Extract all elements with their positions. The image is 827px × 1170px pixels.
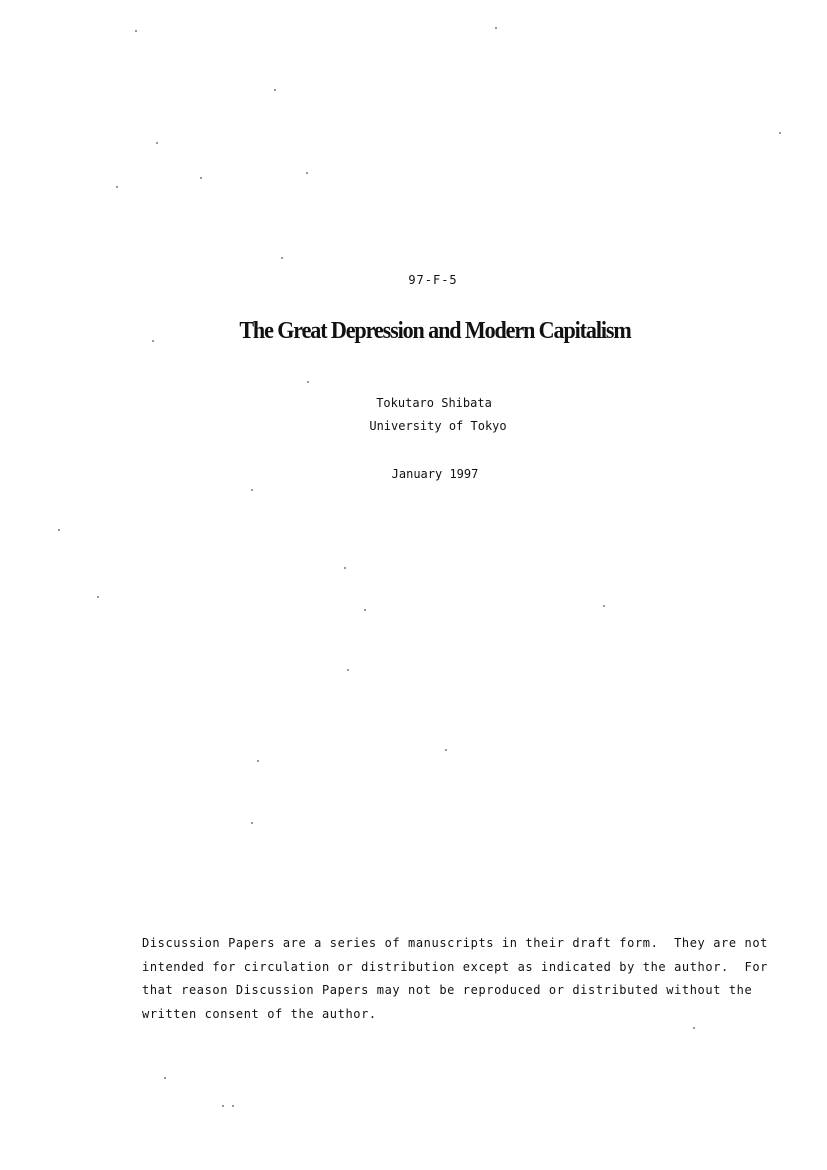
scan-speck bbox=[116, 186, 118, 188]
scan-speck bbox=[445, 749, 447, 751]
scan-speck bbox=[135, 30, 137, 32]
scan-speck bbox=[779, 132, 781, 134]
disclaimer-line: written consent of the author. bbox=[142, 1006, 377, 1021]
scan-speck bbox=[58, 529, 60, 531]
scan-speck bbox=[97, 596, 99, 598]
publication-date: January 1997 bbox=[391, 467, 479, 481]
scan-speck bbox=[344, 567, 346, 569]
scan-speck bbox=[156, 142, 158, 144]
scan-speck bbox=[347, 669, 349, 671]
scan-speck bbox=[307, 381, 309, 383]
author-name: Tokutaro Shibata bbox=[376, 396, 492, 410]
page-title: The Great Depression and Modern Capitalism bbox=[239, 318, 631, 344]
scan-speck bbox=[251, 822, 253, 824]
scan-speck bbox=[495, 27, 497, 29]
scan-speck bbox=[274, 89, 276, 91]
scan-speck bbox=[232, 1105, 234, 1107]
scan-speck bbox=[603, 605, 605, 607]
scan-speck bbox=[200, 177, 202, 179]
disclaimer-line: that reason Discussion Papers may not be reproduced or distributed without the bbox=[142, 983, 753, 997]
scan-speck bbox=[251, 489, 253, 491]
scan-speck bbox=[281, 257, 283, 259]
scan-speck bbox=[222, 1105, 224, 1107]
disclaimer-notice bbox=[142, 932, 768, 1026]
disclaimer-line: intended for circulation or distribution except as indicated by the author. For bbox=[142, 959, 768, 974]
scan-speck bbox=[164, 1077, 166, 1079]
scan-speck bbox=[257, 760, 259, 762]
paper-id: 97-F-5 bbox=[408, 273, 458, 287]
scan-speck bbox=[152, 340, 154, 342]
author-affiliation: University of Tokyo bbox=[369, 419, 507, 433]
scan-speck bbox=[693, 1027, 695, 1029]
scan-speck bbox=[364, 609, 366, 611]
scan-speck bbox=[306, 172, 308, 174]
disclaimer-line: Discussion Papers are a series of manuscripts in their draft form. They are not bbox=[142, 936, 768, 950]
